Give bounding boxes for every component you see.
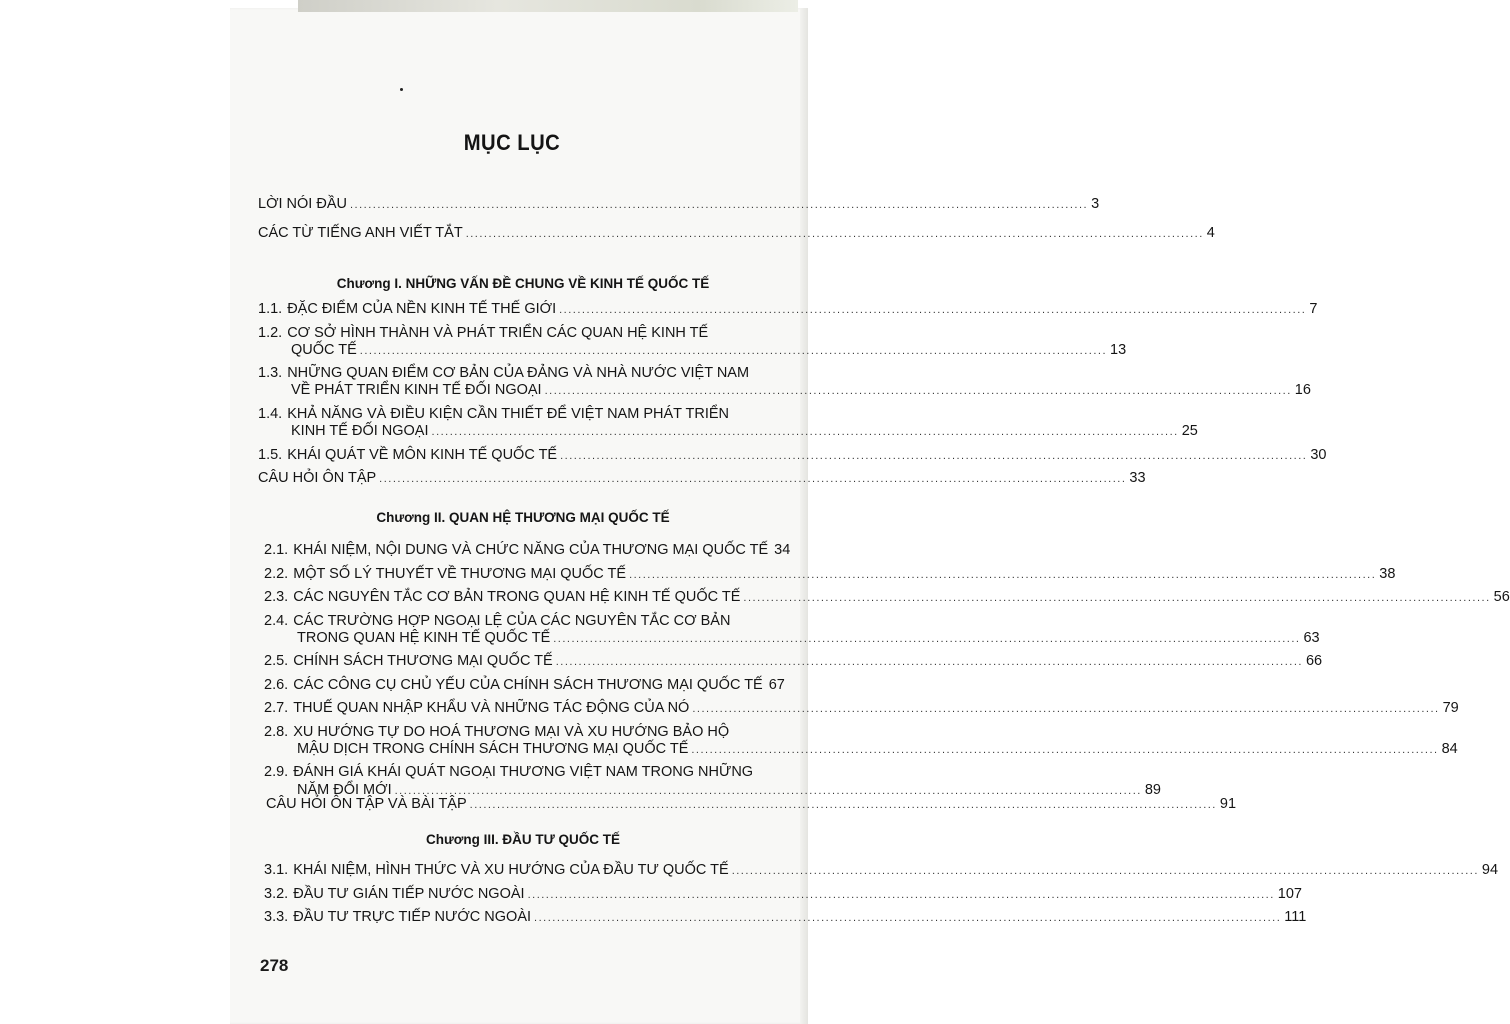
leader-dots: .................................................................................................................................................................. [349, 199, 1089, 211]
toc-entry[interactable] [264, 565, 1396, 582]
leader-dots: .................................................................................................................................................................... [527, 888, 1275, 901]
toc-entry-number: 1.1. [258, 301, 283, 317]
scan-top-edge [298, 0, 798, 12]
leader-dots: .................................................................................................................................................................... [431, 426, 1179, 439]
toc-entry[interactable] [264, 909, 1307, 925]
toc-entry-title: CÂU HỎI ÔN TẬP VÀ BÀI TẬP [266, 796, 467, 812]
leader-dots: .................................................................................................................................................................... [544, 385, 1292, 398]
leader-dots: .................................................................................................................................................................... [394, 784, 1142, 797]
toc-entry-page: 3 [1091, 196, 1100, 212]
toc-entry-line[interactable] [258, 406, 782, 422]
toc-entry-title: ĐẶC ĐIỂM CỦA NỀN KINH TẾ THẾ GIỚI [287, 301, 557, 317]
toc-entry-page: 94 [1481, 862, 1499, 878]
toc-entry-title: VỀ PHÁT TRIỂN KINH TẾ ĐỐI NGOẠI [291, 382, 542, 399]
toc-entry-line[interactable] [264, 613, 782, 629]
toc-entry-number: 2.8. [264, 723, 289, 740]
toc-entry-line[interactable] [264, 724, 782, 740]
toc-entry-title: CHÍNH SÁCH THƯƠNG MẠI QUỐC TẾ [293, 653, 553, 670]
leader-dots: .................................................................................................................................................................... [534, 912, 1282, 924]
toc-entry[interactable] [297, 740, 1458, 757]
toc-entry[interactable] [258, 446, 1327, 463]
toc-entry-number: 2.2. [264, 565, 289, 582]
toc-entry-title: NHỮNG QUAN ĐIỂM CƠ BẢN CỦA ĐẢNG VÀ NHÀ NƯỚC VIỆT NAM [287, 365, 750, 382]
leader-dots: .................................................................................................................................................................... [555, 656, 1303, 669]
toc-entry-number: 1.2. [258, 324, 283, 341]
toc-entry-title: KHẢ NĂNG VÀ ĐIỀU KIỆN CẦN THIẾT ĐỂ VIỆT NAM PHÁT TRIỂN [287, 405, 729, 422]
toc-entry[interactable] [264, 862, 1499, 878]
leader-dots: .................................................................................................................................................................... [629, 568, 1377, 581]
toc-entry-title: CÁC TỪ TIẾNG ANH VIẾT TẮT [258, 225, 463, 241]
toc-entry-tu-viet-tat[interactable] [258, 225, 1215, 241]
leader-dots: .................................................................................................................................................................... [469, 799, 1217, 811]
leader-dots: .................................................................................................................................................................... [379, 473, 1127, 485]
leader-dots: .................................................................................................................................................................... [691, 743, 1439, 756]
toc-entry-number: 1.5. [258, 446, 283, 463]
toc-entry-title: CÁC CÔNG CỤ CHỦ YẾU CỦA CHÍNH SÁCH THƯƠNG MẠI QUỐC TẾ [293, 676, 763, 693]
toc-entry-page: 67 [768, 676, 785, 693]
toc-entry-title: QUỐC TẾ [291, 341, 357, 358]
toc-entry-number: 2.1. [264, 542, 289, 558]
toc-entry-page: 13 [1110, 341, 1127, 358]
toc-entry-number: 2.6. [264, 676, 289, 693]
leader-dots: .................................................................................................................................................................... [553, 632, 1301, 645]
toc-entry-number: 2.7. [264, 700, 289, 717]
toc-entry-page: 111 [1284, 909, 1307, 925]
toc-entry[interactable] [264, 676, 785, 693]
toc-entry-page: 107 [1277, 885, 1302, 902]
toc-entry-title: ĐÁNH GIÁ KHÁI QUÁT NGOẠI THƯƠNG VIỆT NAM TRONG NHỮNG [293, 764, 754, 781]
toc-entry-page: 7 [1309, 301, 1318, 317]
toc-entry-title: CÂU HỎI ÔN TẬP [258, 470, 377, 486]
page-title: MỤC LỤC [463, 130, 561, 155]
leader-dots: .................................................................................................................................................................... [359, 344, 1108, 357]
toc-entry[interactable] [258, 301, 1318, 317]
page-number: 278 [260, 956, 289, 975]
toc-entry-title: CƠ SỞ HÌNH THÀNH VÀ PHÁT TRIỂN CÁC QUAN HỆ KINH TẾ [287, 324, 709, 341]
toc-entry-page: 4 [1206, 225, 1215, 241]
toc-entry-page: 84 [1441, 740, 1458, 757]
toc-entry-number: 2.4. [264, 612, 289, 629]
toc-entry[interactable] [264, 653, 1323, 670]
toc-entry-title: TRONG QUAN HỆ KINH TẾ QUỐC TẾ [297, 629, 551, 646]
toc-entry-title: MẬU DỊCH TRONG CHÍNH SÁCH THƯƠNG MẠI QUỐC TẾ [297, 740, 689, 757]
toc-entry-title: LỜI NÓI ĐẦU [258, 196, 347, 212]
toc-entry-line[interactable] [264, 764, 782, 780]
toc-entry-page: 79 [1442, 700, 1459, 717]
toc-entry-review[interactable] [266, 796, 1237, 812]
leader-dots: .................................................................................................................................................................... [731, 865, 1479, 877]
chapter-heading: Chương I. NHỮNG VẤN ĐỀ CHUNG VỀ KINH TẾ QUỐC TẾ [336, 276, 710, 291]
toc-entry-page: 33 [1129, 470, 1146, 486]
toc-entry[interactable] [264, 542, 791, 558]
toc-entry-number: 1.3. [258, 365, 283, 382]
toc-entry[interactable] [291, 382, 1311, 399]
leader-dots: .................................................................................................................................................................. [465, 228, 1204, 240]
toc-entry-title: KINH TẾ ĐỐI NGOẠI [291, 423, 429, 440]
toc-entry-review[interactable] [258, 470, 1146, 486]
toc-entry-loi-noi-dau[interactable] [258, 196, 1100, 212]
toc-entry-page: 56 [1493, 589, 1510, 605]
toc-entry-page: 63 [1303, 629, 1320, 646]
ink-dot [400, 88, 403, 91]
toc-entry-number: 1.4. [258, 405, 283, 422]
toc-entry-page: 91 [1219, 796, 1237, 812]
leader-dots: .................................................................................................................................................................... [692, 703, 1440, 716]
toc-entry-page: 89 [1144, 781, 1161, 798]
toc-entry-number: 2.5. [264, 653, 289, 670]
toc-entry-page: 25 [1181, 423, 1198, 440]
toc-entry[interactable] [291, 341, 1127, 358]
toc-entry-title: CÁC NGUYÊN TẮC CƠ BẢN TRONG QUAN HỆ KINH TẾ QUỐC TẾ [293, 589, 741, 605]
toc-entry-title: ĐẦU TƯ GIÁN TIẾP NƯỚC NGOÀI [293, 885, 525, 902]
toc-entry-title: CÁC TRƯỜNG HỢP NGOẠI LỆ CỦA CÁC NGUYÊN TẮC CƠ BẢN [293, 612, 731, 629]
leader-dots: .................................................................................................................................................................... [560, 449, 1308, 462]
toc-entry-title: KHÁI NIỆM, HÌNH THỨC VÀ XU HƯỚNG CỦA ĐẦU TƯ QUỐC TẾ [293, 862, 729, 878]
toc-entry-title: KHÁI NIỆM, NỘI DUNG VÀ CHỨC NĂNG CỦA THƯƠNG MẠI QUỐC TẾ [293, 542, 769, 558]
toc-entry-title: KHÁI QUÁT VỀ MÔN KINH TẾ QUỐC TẾ [287, 446, 558, 463]
chapter-heading: Chương III. ĐẦU TƯ QUỐC TẾ [425, 832, 621, 847]
leader-dots: .................................................................................................................................................................... [559, 304, 1307, 316]
toc-entry[interactable] [264, 700, 1459, 717]
toc-entry-number: 3.2. [264, 885, 289, 902]
toc-entry-number: 2.9. [264, 764, 289, 781]
toc-entry[interactable] [264, 589, 1510, 605]
toc-entry-number: 2.3. [264, 589, 289, 605]
toc-entry-page: 38 [1379, 565, 1396, 582]
toc-entry-title: THUẾ QUAN NHẬP KHẨU VÀ NHỮNG TÁC ĐỘNG CỦA NÓ [293, 700, 690, 717]
toc-entry[interactable] [264, 885, 1302, 902]
toc-entry[interactable] [291, 423, 1198, 440]
toc-entry-title: XU HƯỚNG TỰ DO HOÁ THƯƠNG MẠI VÀ XU HƯỚNG BẢO HỘ [293, 723, 730, 740]
chapter-heading: Chương II. QUAN HỆ THƯƠNG MẠI QUỐC TẾ [376, 510, 670, 525]
toc-entry-page: 30 [1310, 446, 1327, 463]
leader-dots: .................................................................................................................................................................... [743, 592, 1491, 604]
toc-entry-line[interactable] [258, 365, 782, 381]
toc-entry-number: 3.3. [264, 909, 289, 925]
toc-entry-title: NĂM ĐỔI MỚI [297, 781, 392, 798]
toc-entry-line[interactable] [258, 325, 782, 341]
toc-entry-page: 16 [1294, 382, 1311, 399]
toc-entry-title: ĐẦU TƯ TRỰC TIẾP NƯỚC NGOÀI [293, 909, 532, 925]
toc-entry[interactable] [297, 629, 1320, 646]
toc-entry-number: 3.1. [264, 862, 289, 878]
toc-entry-title: MỘT SỐ LÝ THUYẾT VỀ THƯƠNG MẠI QUỐC TẾ [293, 565, 627, 582]
toc-entry-page: 66 [1305, 653, 1323, 670]
toc-entry-page: 34 [774, 542, 791, 558]
